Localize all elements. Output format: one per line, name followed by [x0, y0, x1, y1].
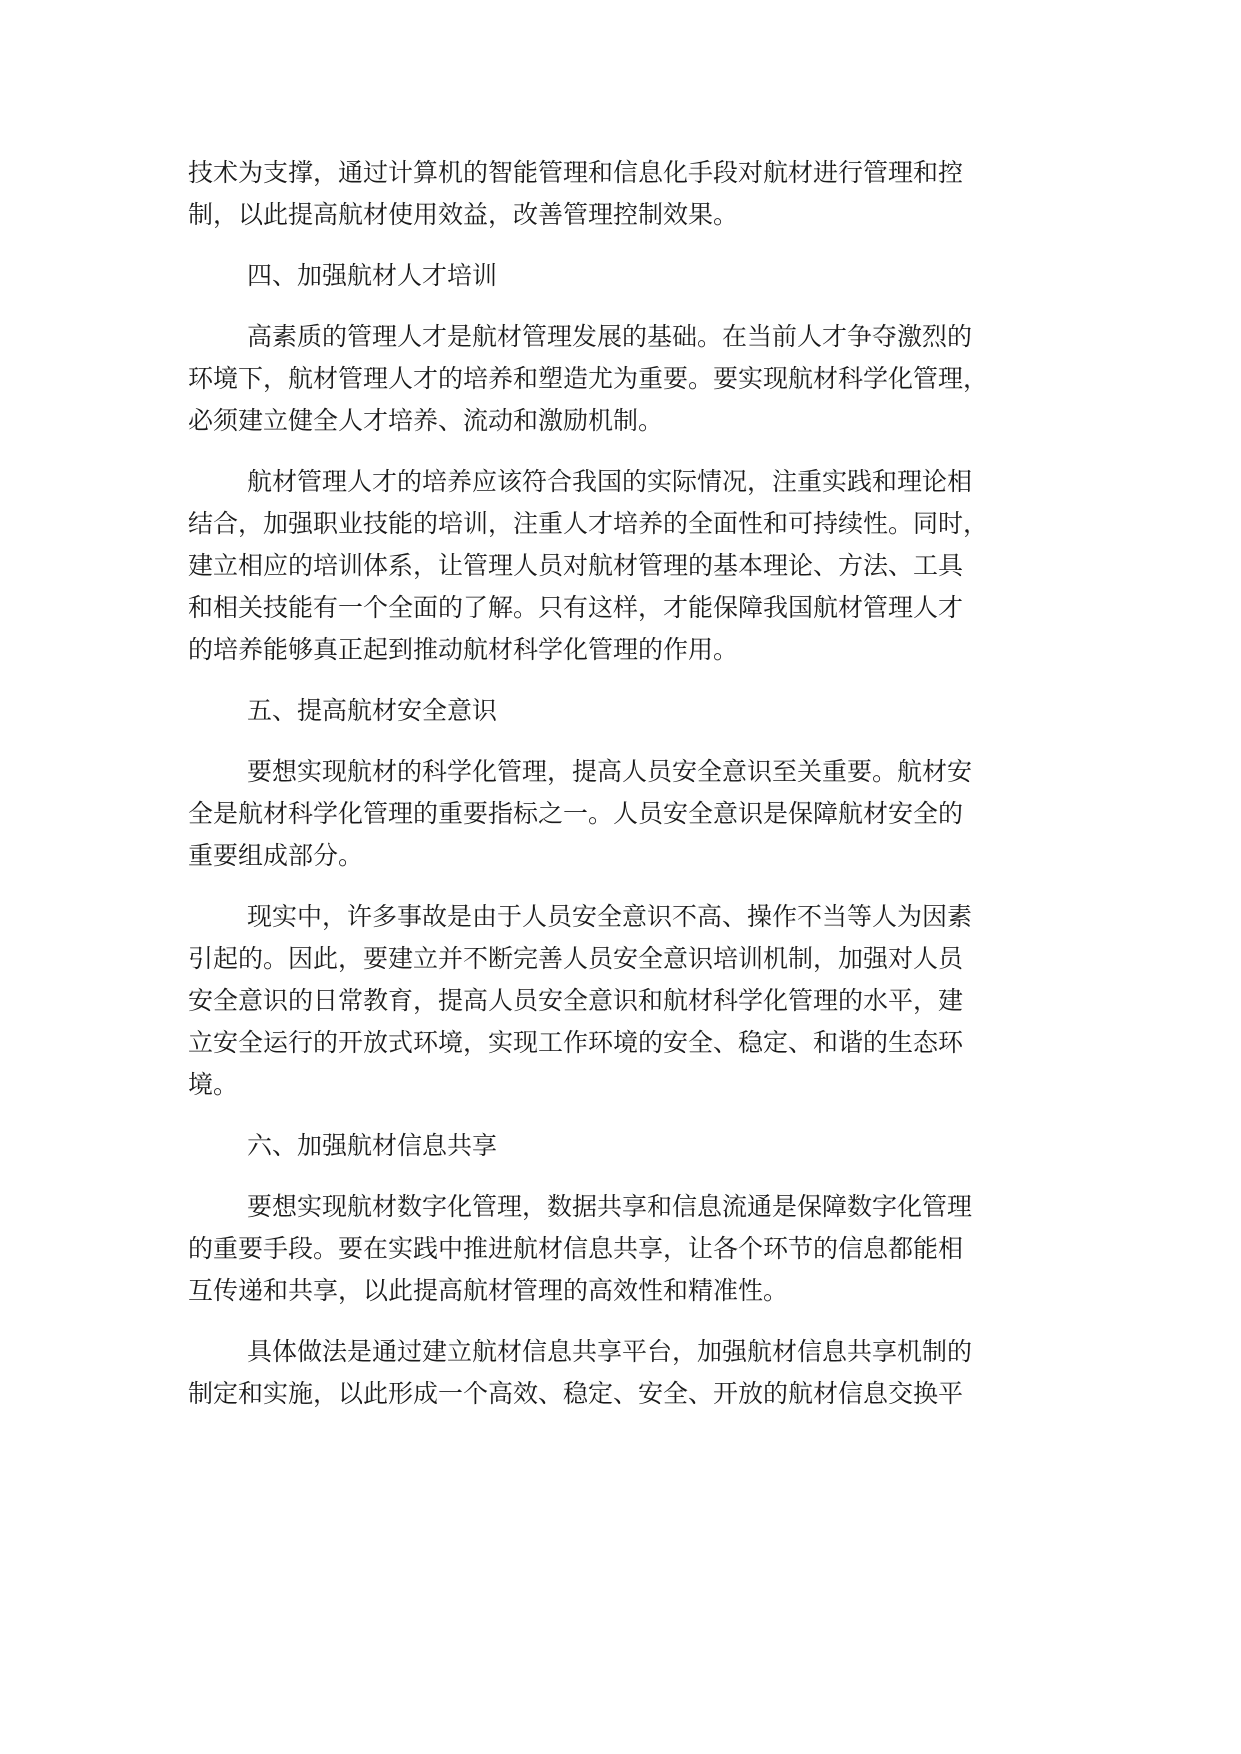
text-line: 安全意识的日常教育，提高人员安全意识和航材科学化管理的水平，建	[188, 986, 964, 1015]
text-line: 的培养能够真正起到推动航材科学化管理的作用。	[188, 635, 739, 664]
text-line: 具体做法是通过建立航材信息共享平台，加强航材信息共享机制的	[247, 1337, 973, 1366]
text-line: 重要组成部分。	[188, 841, 364, 870]
paragraph	[188, 751, 1068, 877]
text-line: 环境下，航材管理人才的培养和塑造尤为重要。要实现航材科学化管理，	[188, 364, 989, 393]
text-line: 立安全运行的开放式环境，实现工作环境的安全、稳定、和谐的生态环	[188, 1028, 964, 1057]
text-line: 结合，加强职业技能的培训，注重人才培养的全面性和可持续性。同时，	[188, 509, 989, 538]
text-line: 现实中，许多事故是由于人员安全意识不高、操作不当等人为因素	[247, 902, 973, 931]
text-line: 和相关技能有一个全面的了解。只有这样，才能保障我国航材管理人才	[188, 593, 964, 622]
text-line: 要想实现航材数字化管理，数据共享和信息流通是保障数字化管理	[247, 1192, 973, 1221]
text-line: 境。	[188, 1070, 239, 1099]
text-line: 全是航材科学化管理的重要指标之一。人员安全意识是保障航材安全的	[188, 799, 964, 828]
paragraph	[188, 896, 1068, 1106]
text-line: 高素质的管理人才是航材管理发展的基础。在当前人才争夺激烈的	[247, 322, 973, 351]
text-line: 互传递和共享，以此提高航材管理的高效性和精准性。	[188, 1276, 789, 1305]
paragraph	[188, 1186, 1068, 1312]
paragraph-continued	[188, 152, 1068, 236]
section-heading-6	[188, 1125, 1068, 1167]
text-line: 要想实现航材的科学化管理，提高人员安全意识至关重要。航材安	[247, 757, 973, 786]
document-body	[188, 152, 1068, 1434]
text-line: 必须建立健全人才培养、流动和激励机制。	[188, 406, 664, 435]
text-line: 制定和实施，以此形成一个高效、稳定、安全、开放的航材信息交换平	[188, 1379, 964, 1408]
paragraph	[188, 1331, 1068, 1415]
heading-text: 五、提高航材安全意识	[247, 696, 498, 725]
section-heading-5	[188, 690, 1068, 732]
heading-text: 四、加强航材人才培训	[247, 261, 498, 290]
paragraph	[188, 316, 1068, 442]
paragraph	[188, 461, 1068, 671]
heading-text: 六、加强航材信息共享	[247, 1131, 498, 1160]
text-line: 引起的。因此，要建立并不断完善人员安全意识培训机制，加强对人员	[188, 944, 964, 973]
text-line: 技术为支撑，通过计算机的智能管理和信息化手段对航材进行管理和控	[188, 158, 964, 187]
text-line: 建立相应的培训体系，让管理人员对航材管理的基本理论、方法、工具	[188, 551, 964, 580]
text-line: 航材管理人才的培养应该符合我国的实际情况，注重实践和理论相	[247, 467, 973, 496]
section-heading-4	[188, 255, 1068, 297]
text-line: 制，以此提高航材使用效益，改善管理控制效果。	[188, 200, 739, 229]
text-line: 的重要手段。要在实践中推进航材信息共享，让各个环节的信息都能相	[188, 1234, 964, 1263]
